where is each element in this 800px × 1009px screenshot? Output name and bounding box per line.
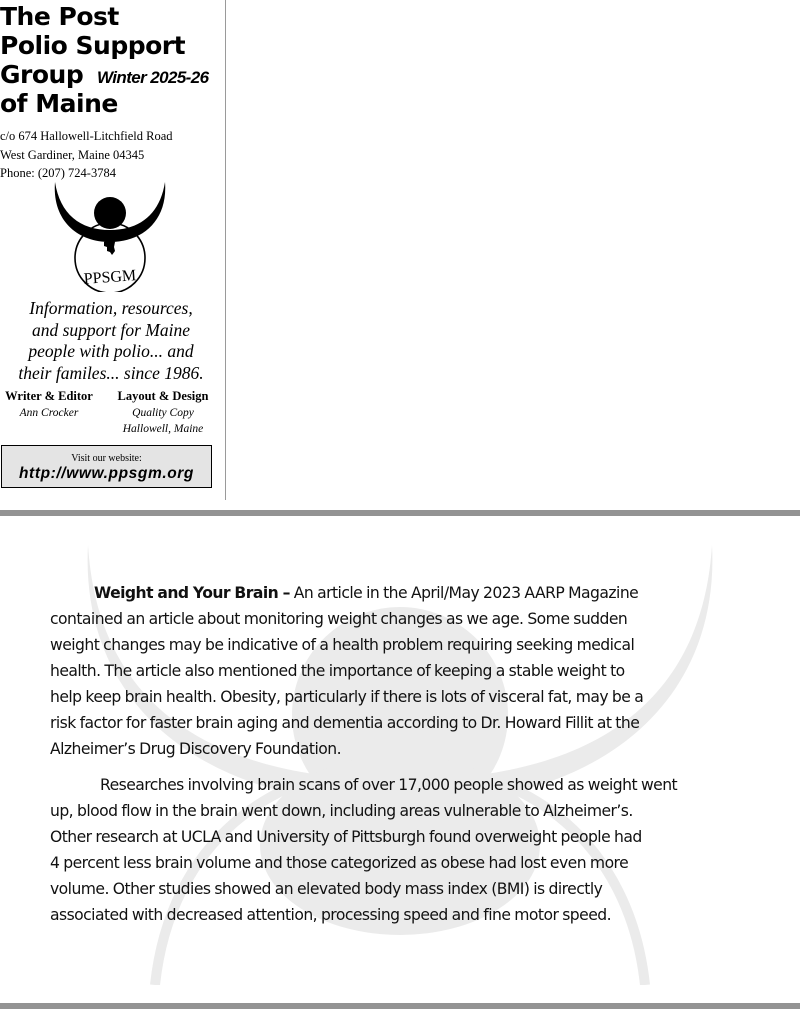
mission-line: people with polio... and bbox=[28, 341, 194, 361]
website-box bbox=[1, 445, 212, 488]
text-line: help keep brain health. Obesity, particularly if there is lots of visceral fat, may be a bbox=[50, 688, 644, 706]
mission-line: their familes... since 1986. bbox=[18, 362, 204, 383]
newsletter-title bbox=[0, 2, 185, 118]
text-line: weight changes may be indicative of a health problem requiring seeking medical bbox=[50, 636, 635, 654]
writer-credit bbox=[0, 388, 98, 421]
text-line: up, blood flow in the brain went down, including areas vulnerable to Alzheimer’s. bbox=[50, 802, 633, 820]
masthead bbox=[0, 0, 225, 500]
address-line-1: c/o 674 Hallowell-Litchfield Road bbox=[0, 129, 173, 143]
text-line: volume. Other studies showed an elevated body mass index (BMI) is directly bbox=[50, 880, 603, 898]
text-line: risk factor for faster brain aging and dementia according to Dr. Howard Fillit at the bbox=[50, 714, 640, 732]
title-line: The Post bbox=[0, 2, 119, 31]
svg-text:PPSGM: PPSGM bbox=[83, 267, 137, 288]
text-line: health. The article also mentioned the importance of keeping a stable weight to bbox=[50, 662, 625, 680]
mission-line: Information, resources, bbox=[29, 298, 193, 318]
title-line: of Maine bbox=[0, 89, 118, 118]
article-paragraph-1 bbox=[50, 580, 780, 762]
vertical-divider bbox=[225, 0, 226, 500]
text-line: associated with decreased attention, processing speed and fine motor speed. bbox=[50, 906, 611, 924]
mission-statement bbox=[0, 298, 222, 384]
mission-line: and support for Maine bbox=[32, 319, 190, 340]
address-line-2: West Gardiner, Maine 04345 bbox=[0, 147, 145, 162]
writer-name: Ann Crocker bbox=[19, 407, 79, 419]
horizontal-divider-top bbox=[0, 510, 800, 516]
layout-name: Quality Copy bbox=[132, 407, 194, 419]
text-line: Researches involving brain scans of over 17,000 people showed as weight went bbox=[100, 776, 678, 794]
text-line: Alzheimer’s Drug Discovery Foundation. bbox=[50, 740, 341, 758]
horizontal-divider-bottom bbox=[0, 1003, 800, 1009]
edition-label: Winter 2025-26 bbox=[97, 68, 209, 87]
mailing-address bbox=[0, 127, 173, 183]
text-line: Other research at UCLA and University of Pittsburgh found overweight people had bbox=[50, 828, 642, 846]
website-link[interactable]: http://www.ppsgm.org bbox=[18, 465, 194, 482]
layout-role: Layout & Design bbox=[117, 389, 209, 403]
text-line: contained an article about monitoring weight changes as we age. Some sudden bbox=[50, 610, 628, 628]
title-line: Group bbox=[0, 60, 84, 89]
text-line: Weight and Your Brain – An article in the April/May 2023 AARP Magazine bbox=[94, 584, 639, 602]
article-paragraph-2 bbox=[50, 772, 780, 928]
article-heading: Weight and Your Brain – bbox=[94, 584, 290, 602]
phone-number: Phone: (207) 724-3784 bbox=[0, 166, 116, 180]
layout-location: Hallowell, Maine bbox=[122, 423, 204, 435]
text-line: 4 percent less brain volume and those categorized as obese had lost even more bbox=[50, 854, 629, 872]
article-weight-and-brain bbox=[50, 580, 780, 938]
layout-credit bbox=[112, 388, 214, 437]
writer-role: Writer & Editor bbox=[5, 389, 93, 403]
ppsgm-logo-icon bbox=[52, 180, 168, 292]
title-line: Polio Support bbox=[0, 31, 186, 60]
website-label: Visit our website: bbox=[71, 453, 142, 464]
